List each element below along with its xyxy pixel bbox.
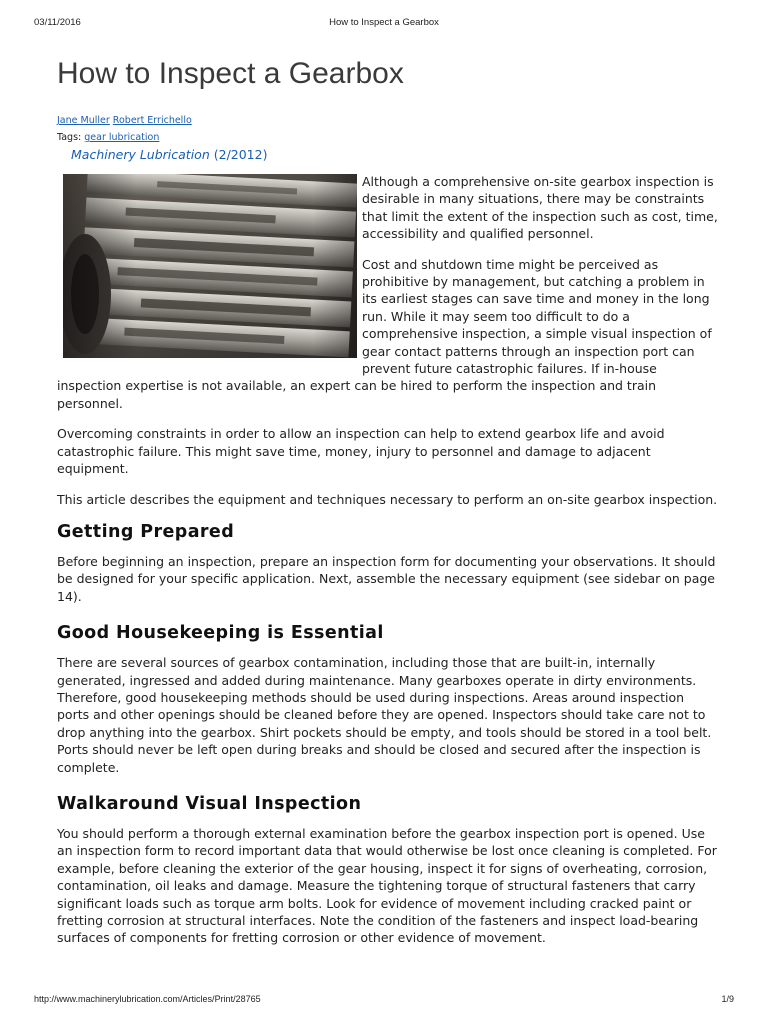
tag-list bbox=[57, 131, 719, 145]
print-title: How to Inspect a Gearbox bbox=[329, 17, 439, 28]
publication-line bbox=[71, 146, 719, 164]
author-list bbox=[57, 114, 719, 128]
article-content bbox=[57, 55, 719, 960]
intro-paragraph: This article describes the equipment and techniques necessary to perform an on-site gearbox inspection. bbox=[57, 491, 718, 507]
section-paragraph: There are several sources of gearbox contamination, including those that are built-in, internally generated, ingressed and added during maintenance. Many gearboxes operate in dirty environments. Therefore, good housekeeping methods should be used during inspections. Areas around inspection ports and other openings should be cleaned before they are opened. Inspectors should take care not to drop anything into the gearbox. Shirt pockets should be empty, and tools should be stored in a tool belt. Ports should never be left open during breaks and should be closed and secured after the inspection is complete. bbox=[57, 655, 712, 775]
author-link[interactable]: Jane Muller bbox=[57, 115, 110, 126]
intro-paragraph: Overcoming constraints in order to allow an inspection can help to extend gearbox life and avoid catastrophic failure. This might save time, money, injury to personnel and damage to adjacent equipment. bbox=[57, 426, 665, 477]
section-paragraph: You should perform a thorough external examination before the gearbox inspection port is opened. Use an inspection form to record important data that would otherwise be lost once cleaning is completed. For example, before cleaning the exterior of the gear housing, inspect it for signs of overheating, corrosion, contamination, oil leaks and damage. Measure the tightening torque of structural fasteners that carry significant loads such as torque arm bolts. Look for evidence of movement including cracked paint or fretting corrosion at structural interfaces. Note the condition of the fasteners and inspect load-bearing surfaces of components for fretting corrosion or other evidence of movement. bbox=[57, 825, 717, 946]
section-heading: Getting Prepared bbox=[57, 521, 235, 542]
author-link[interactable]: Robert Errichello bbox=[112, 115, 192, 126]
print-footer bbox=[34, 994, 734, 1006]
section-paragraph: Before beginning an inspection, prepare an inspection form for documenting your observations. It should be designed for your specific application. Next, assemble the necessary equipment (see sidebar on page 14). bbox=[57, 553, 716, 604]
section-heading: Good Housekeeping is Essential bbox=[57, 623, 384, 644]
page-number: 1/9 bbox=[721, 994, 734, 1004]
print-date: 03/11/2016 bbox=[34, 17, 81, 28]
page-title: How to Inspect a Gearbox bbox=[57, 57, 404, 90]
publication-date: (2/2012) bbox=[213, 147, 268, 162]
publication-name[interactable]: Machinery Lubrication bbox=[71, 147, 210, 162]
print-url: http://www.machinerylubrication.com/Articles/Print/28765 bbox=[34, 994, 261, 1004]
gear-teeth-photo bbox=[63, 174, 357, 358]
print-header bbox=[34, 17, 734, 29]
intro-paragraph: Although a comprehensive on-site gearbox inspection is desirable in many situations, there may be constraints that limit the extent of the inspection such as cost, time, accessibility and qualified personnel. bbox=[362, 174, 718, 242]
tag-link[interactable]: gear lubrication bbox=[84, 132, 160, 143]
tags-label: Tags: bbox=[57, 132, 82, 143]
intro-paragraph: Cost and shutdown time might be perceived as prohibitive by management, but catching a problem in its earliest stages can save time and money in the long run. While it may seem too difficult to do a comprehensive inspection, a simple visual inspection of gear contact patterns through an inspection port can prevent future catastrophic failures. If in-house inspection expertise is not available, an expert can be hired to perform the inspection and train personnel. bbox=[57, 256, 712, 411]
section-heading: Walkaround Visual Inspection bbox=[57, 793, 362, 814]
article-body bbox=[57, 173, 719, 947]
